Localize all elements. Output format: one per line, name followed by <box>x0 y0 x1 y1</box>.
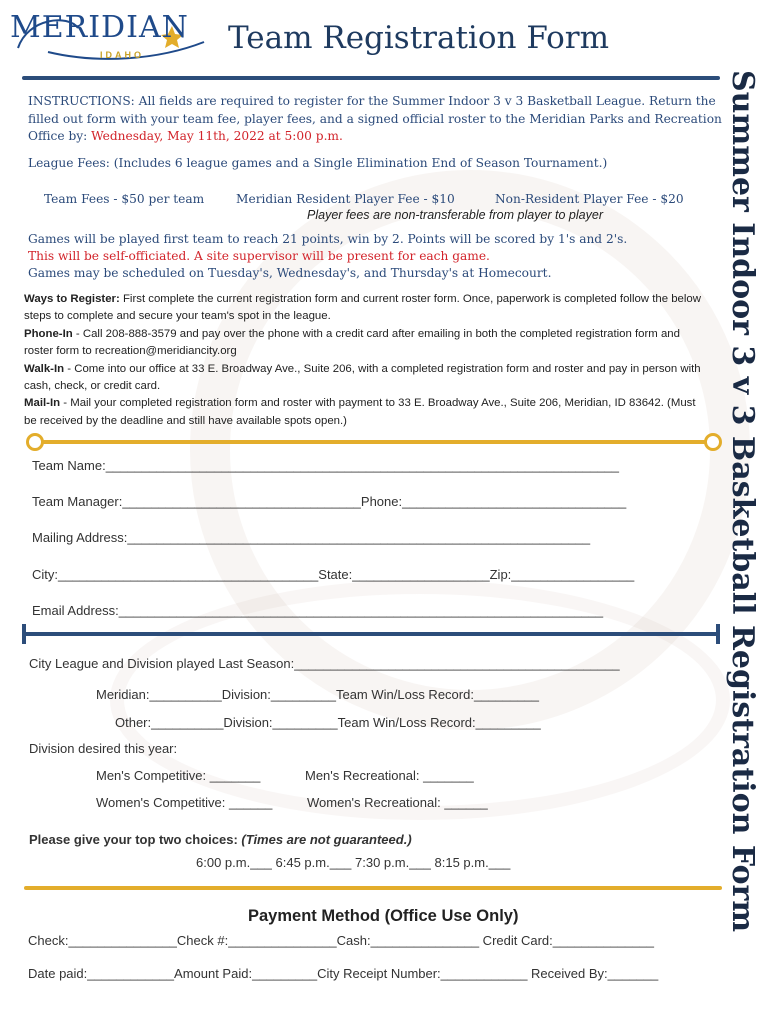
walk-in <box>24 361 704 396</box>
team-fee: Team Fees - $50 per team <box>44 192 205 206</box>
womens-recreational-field[interactable]: Women's Recreational: ______ <box>307 795 488 810</box>
header-divider <box>22 76 720 80</box>
team-name-field[interactable]: Team Name:_______________________________________________________________________ <box>32 458 620 473</box>
fee-note: Player fees are non-transferable from player to player <box>307 208 603 222</box>
meridian-logo <box>8 6 208 64</box>
walk-in-label: Walk-In <box>24 362 65 375</box>
divider-cap-left <box>22 624 26 644</box>
time-choices-field[interactable]: 6:00 p.m.___ 6:45 p.m.___ 7:30 p.m.___ 8:15 p.m.___ <box>196 855 511 870</box>
divider-dot-left <box>26 433 44 451</box>
mail-in <box>24 395 704 430</box>
ways-label: Ways to Register: <box>24 293 120 305</box>
section-divider-blue <box>24 632 718 636</box>
logo-wordmark: MERIDIAN <box>10 10 189 45</box>
nonresident-fee: Non-Resident Player Fee - $20 <box>495 192 684 206</box>
mail-in-text: - Mail your completed registration form and roster with payment to 33 E. Broadway Ave., Suite 206, Meridian, ID 83642. (Must be received by the deadline and still have available spots open.) <box>24 397 696 427</box>
resident-fee: Meridian Resident Player Fee - $10 <box>236 192 455 206</box>
game-rule-3: Games may be scheduled on Tuesday's, Wednesday's, and Thursday's at Homecourt. <box>28 266 552 280</box>
game-rule-2: This will be self-officiated. A site supervisor will be present for each game. <box>28 249 490 263</box>
game-rules <box>28 231 627 282</box>
logo-subtitle: IDAHO <box>100 50 144 60</box>
ways-to-register <box>24 291 704 430</box>
top-choices-text: Please give your top two choices: <box>29 832 242 847</box>
divider-dot-right <box>704 433 722 451</box>
phone-in-label: Phone-In <box>24 327 73 340</box>
payment-heading: Payment Method (Office Use Only) <box>248 907 519 925</box>
mail-in-label: Mail-In <box>24 397 61 410</box>
instructions <box>28 93 728 146</box>
city-league-field[interactable]: City League and Division played Last Season:_____________________________________________ <box>29 656 620 671</box>
top-choices-note: (Times are not guaranteed.) <box>241 832 412 847</box>
payment-divider <box>24 886 722 890</box>
phone-in <box>24 326 704 361</box>
mens-competitive-field[interactable]: Men's Competitive: _______ <box>96 768 261 783</box>
city-state-zip-field[interactable]: City:____________________________________State:___________________Zip:_________________ <box>32 567 635 582</box>
phone-in-text: - Call 208-888-3579 and pay over the phone with a credit card after emailing in both the completed registration form and roster form to recreation@meridiancity.org <box>24 327 680 358</box>
ways-intro <box>24 291 704 326</box>
game-rule-1: Games will be played first team to reach 21 points, win by 2. Points will be scored by 1's and 2's. <box>28 232 628 246</box>
meridian-division-field[interactable]: Meridian:__________Division:_________Team Win/Loss Record:_________ <box>96 687 540 702</box>
fees-heading: League Fees: (Includes 6 league games and a Single Elimination End of Season Tournament.) <box>28 156 608 170</box>
walk-in-text: - Come into our office at 33 E. Broadway Ave., Suite 206, with a completed registration form and roster and pay in person with cash, check, or credit card. <box>24 362 701 393</box>
instructions-text: INSTRUCTIONS: All fields are required to register for the Summer Indoor 3 v 3 Basketball League. Return the filled out form with your team fee, player fees, and a signed official roster to the Meridian Parks and Recreation Office by: <box>28 94 722 143</box>
team-manager-field[interactable]: Team Manager:_________________________________Phone:_______________________________ <box>32 494 627 509</box>
division-desired-label: Division desired this year: <box>29 741 178 756</box>
top-choices-label <box>29 832 412 847</box>
deadline-text: Wednesday, May 11th, 2022 at 5:00 p.m. <box>91 129 343 143</box>
mailing-address-field[interactable]: Mailing Address:________________________________________________________________ <box>32 530 591 545</box>
side-title-text: Summer Indoor 3 v 3 Basketball Registration Form <box>725 70 760 933</box>
mens-recreational-field[interactable]: Men's Recreational: _______ <box>305 768 474 783</box>
payment-line-1[interactable]: Check:_______________Check #:_______________Cash:_______________ Credit Card:______________ <box>28 933 654 948</box>
side-title <box>707 70 770 933</box>
section-divider-gold <box>30 440 714 444</box>
womens-competitive-field[interactable]: Women's Competitive: ______ <box>96 795 273 810</box>
payment-line-2[interactable]: Date paid:____________Amount Paid:_________City Receipt Number:____________ Received By:_______ <box>28 966 659 981</box>
email-field[interactable]: Email Address:___________________________________________________________________ <box>32 603 604 618</box>
other-division-field[interactable]: Other:__________Division:_________Team Win/Loss Record:_________ <box>115 715 541 730</box>
divider-cap-right <box>716 624 720 644</box>
ways-text: First complete the current registration form and current roster form. Once, paperwork is completed follow the below steps to complete and secure your team's spot in the league. <box>24 293 701 323</box>
page-title: Team Registration Form <box>228 20 610 56</box>
